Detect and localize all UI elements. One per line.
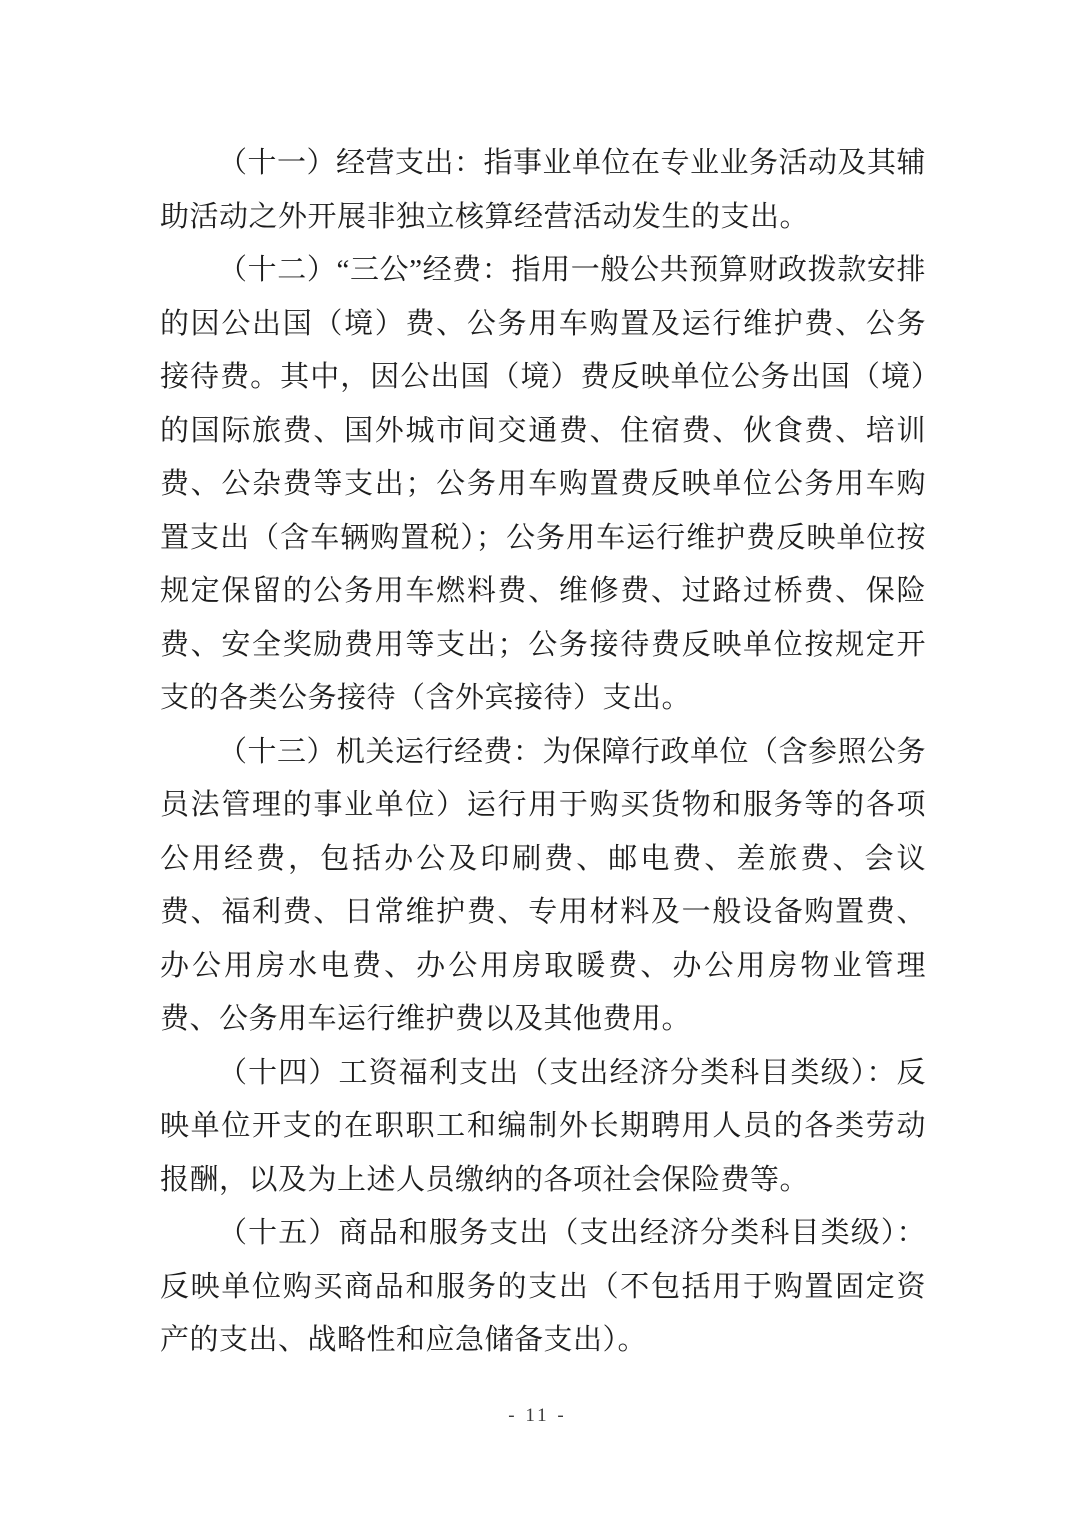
paragraph-item-15: （十五）商品和服务支出（支出经济分类科目类级）：反映单位购买商品和服务的支出（不包括用于购置固定资产的支出、战略性和应急储备支出）。 — [160, 1217, 926, 1356]
paragraph-item-14: （十四）工资福利支出（支出经济分类科目类级）：反映单位开支的在职职工和编制外长期聘用人员的各类劳动报酬，以及为上述人员缴纳的各项社会保险费等。 — [160, 1056, 926, 1196]
paragraph-item-11: （十一）经营支出：指事业单位在专业业务活动及其辅助活动之外开展非独立核算经营活动发生的支出。 — [160, 147, 927, 233]
page-number: - 11 - — [508, 1405, 567, 1426]
paragraph-item-13: （十三）机关运行经费：为保障行政单位（含参照公务员法管理的事业单位）运行用于购买货物和服务等的各项公用经费，包括办公及印刷费、邮电费、差旅费、会议费、福利费、日常维护费、专用材料及一般设备购置费、办公用房水电费、办公用房取暖费、办公用房物业管理费、公务用车运行维护费以及其他费用。 — [160, 735, 927, 1035]
document-body — [160, 137, 926, 1368]
paragraph-item-12: （十二）“三公”经费：指用一般公共预算财政拨款安排的因公出国（境）费、公务用车购置及运行维护费、公务接待费。其中，因公出国（境）费反映单位公务出国（境）的国际旅费、国外城市间交通费、住宿费、伙食费、培训费、公杂费等支出；公务用车购置费反映单位公务用车购置支出（含车辆购置税）；公务用车运行维护费反映单位按规定保留的公务用车燃料费、维修费、过路过桥费、保险费、安全奖励费用等支出；公务接待费反映单位按规定开支的各类公务接待（含外宾接待）支出。 — [160, 254, 926, 714]
